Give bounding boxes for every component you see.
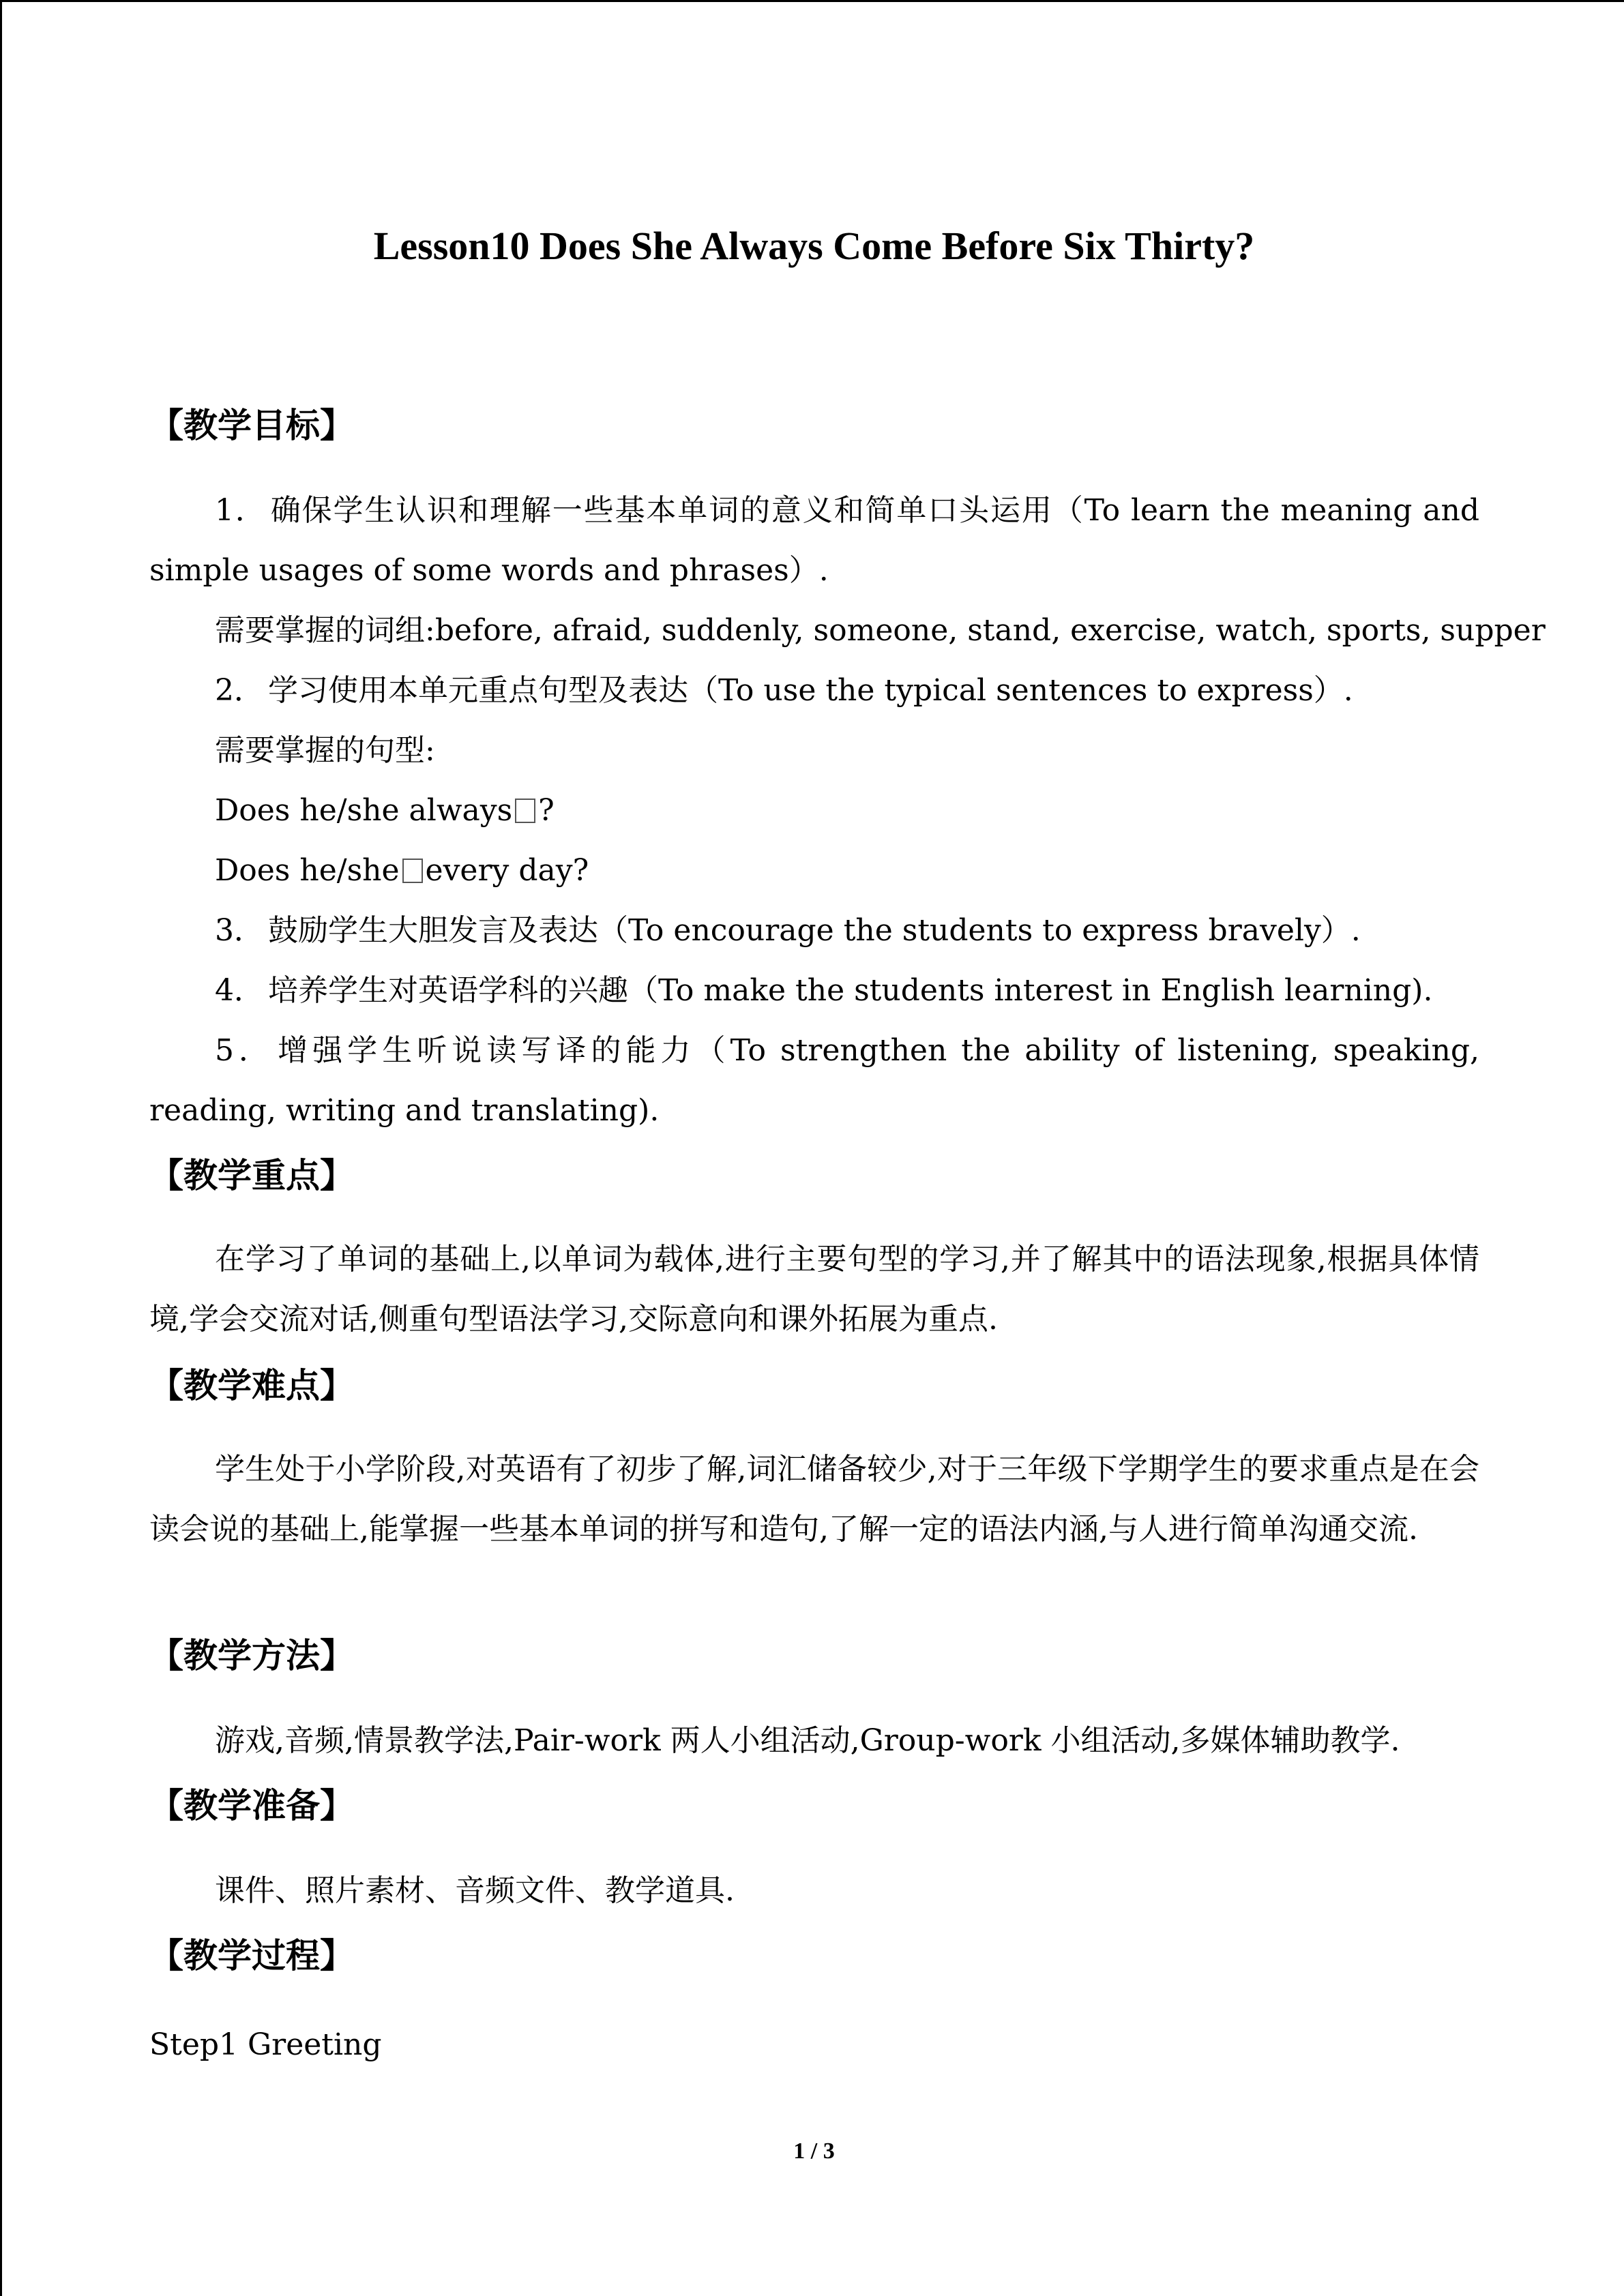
objective-item-1 [149,481,1479,601]
objective-item-2-text: 学习使用本单元重点句型及表达（To use the typical sentences to express）. [268,673,1353,708]
heading-objectives: 【教学目标】 [149,406,354,445]
preparation-text: 课件、照片素材、音频文件、教学道具. [215,1873,735,1908]
pattern-2-after: every day? [425,853,589,888]
blank-box [402,859,423,883]
objective-item-5-number: 5． [215,1033,274,1068]
objective-item-3 [215,901,1361,961]
page-title: Lesson10 Does She Always Come Before Six Thirty? [373,224,1255,268]
objective-item-4 [215,961,1432,1021]
objective-item-5-text: 增强学生听说读写译的能力（To strengthen the ability of listening, speaking, reading, writing and translating). [149,1033,1479,1128]
heading-difficulties: 【教学难点】 [149,1366,354,1405]
step-1-greeting: Step1 Greeting [149,2027,382,2062]
blank-box [515,799,535,823]
phrases-line: 需要掌握的词组:before, afraid, suddenly, someone, stand, exercise, watch, sports, supper [215,613,1546,648]
difficulties-text: 学生处于小学阶段,对英语有了初步了解,词汇储备较少,对于三年级下学期学生的要求重点是在会读会说的基础上,能掌握一些基本单词的拼写和造句,了解一定的语法内涵,与人进行简单沟通交流. [149,1452,1479,1547]
objective-item-1-number: 1． [215,493,267,528]
objective-item-4-text: 培养学生对英语学科的兴趣（To make the students interest in English learning). [268,973,1433,1008]
page-number: 1 / 3 [793,2138,835,2164]
objective-item-1-text: 确保学生认识和理解一些基本单词的意义和简单口头运用（To learn the meaning and simple usages of some words and phrases）. [149,493,1479,588]
objective-item-5 [149,1021,1479,1141]
pattern-1-after: ? [538,793,555,828]
heading-process: 【教学过程】 [149,1936,354,1976]
pattern-2 [215,841,589,901]
objective-item-2-number: 2． [215,673,264,708]
objective-item-4-number: 4． [215,973,264,1008]
heading-preparation: 【教学准备】 [149,1786,354,1825]
objective-item-2 [215,661,1353,721]
objective-item-3-text: 鼓励学生大胆发言及表达（To encourage the students to express bravely）. [268,913,1361,948]
pattern-1 [215,781,555,841]
key-points-text: 在学习了单词的基础上,以单词为载体,进行主要句型的学习,并了解其中的语法现象,根据具体情境,学会交流对话,侧重句型语法学习,交际意向和课外拓展为重点. [149,1242,1479,1337]
pattern-2-before: Does he/she [215,853,400,888]
heading-key-points: 【教学重点】 [149,1156,354,1195]
heading-methods: 【教学方法】 [149,1636,354,1675]
pattern-label: 需要掌握的句型: [215,733,435,768]
methods-text: 游戏,音频,情景教学法,Pair-work 两人小组活动,Group-work 小组活动,多媒体辅助教学. [215,1723,1400,1758]
objective-item-3-number: 3． [215,913,264,948]
pattern-1-before: Does he/she always [215,793,513,828]
